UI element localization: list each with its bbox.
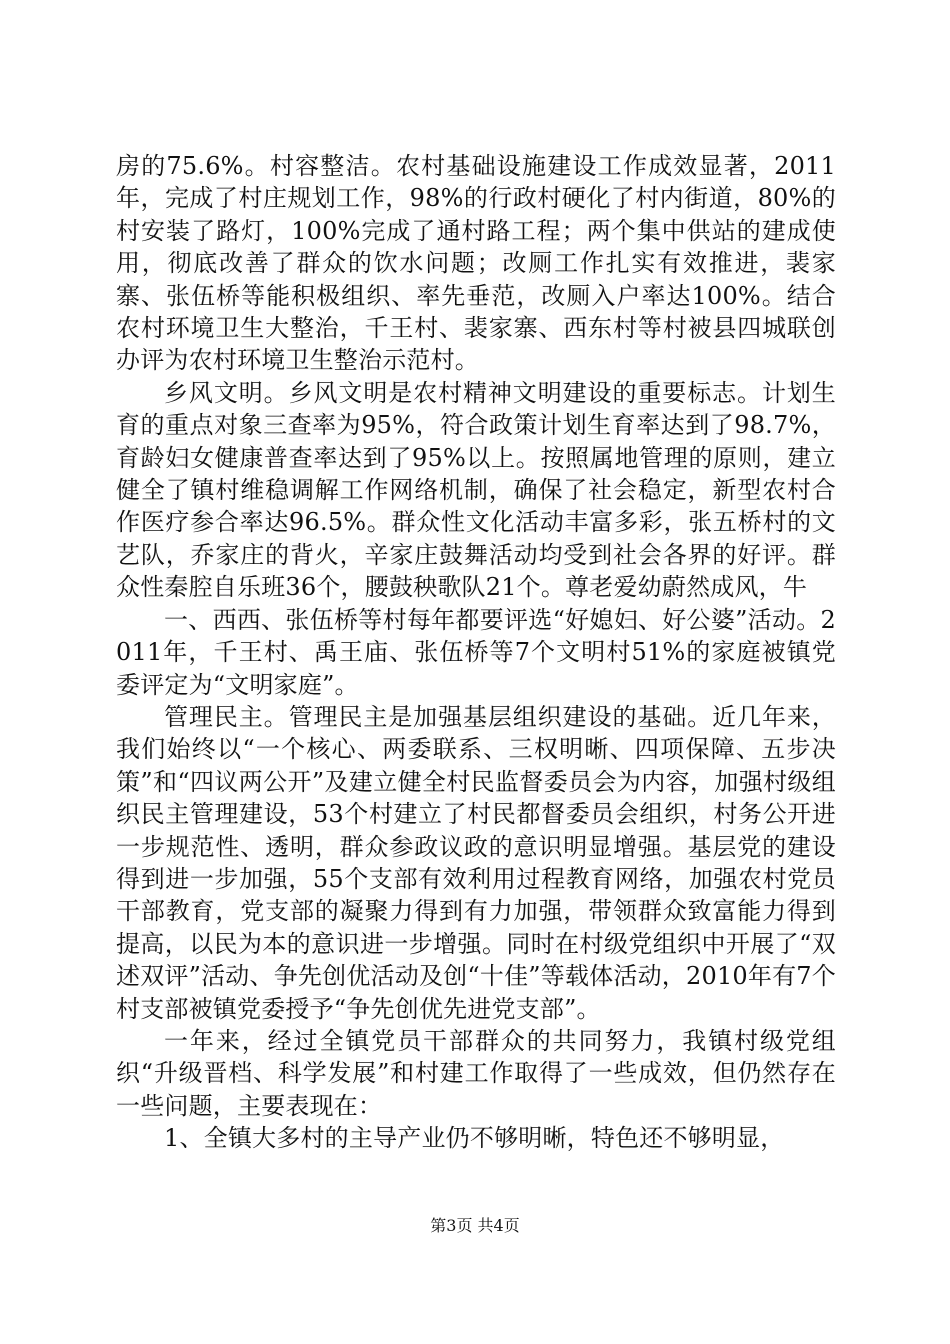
paragraph-year-summary: 一年来，经过全镇党员干部群众的共同努力，我镇村级党组织“升级晋档、科学发展”和村建工作取得了一些成效，但仍然存在一些问题，主要表现在： — [116, 1026, 836, 1120]
paragraph-village-appearance: 房的75.6%。村容整洁。农村基础设施建设工作成效显著，2011年，完成了村庄规划工作，98%的行政村硬化了村内街道，80%的村安装了路灯，100%完成了通村路工程；两个集中供站的建成使用，彻底改善了群众的饮水问题；改厕工作扎实有效推进，裴家寨、张伍桥等能积极组织、率先垂范，改厕入户率达100%。结合农村环境卫生大整治，千王村、裴家寨、西东村等村被县四城联创办评为农村环境卫生整治示范村。 — [116, 152, 836, 375]
paragraph-democratic-management: 管理民主。管理民主是加强基层组织建设的基础。近几年来，我们始终以“一个核心、两委联系、三权明晰、四项保障、五步决策”和“四议两公开”及建立健全村民监督委员会为内容，加强村级组织民主管理建设，53个村建立了村民都督委员会组织，村务公开进一步规范性、透明，群众参政议政的意识明显增强。基层党的建设得到进一步加强，55个支部有效利用过程教育网络，加强农村党员干部教育，党支部的凝聚力得到有力加强，带领群众致富能力得到提高，以民为本的意识进一步增强。同时在村级党组织中开展了“双述双评”活动、争先创优活动及创“十佳”等载体活动，2010年有7个村支部被镇党委授予“争先创优先进党支部”。 — [116, 702, 836, 1023]
paragraph-rural-civilization: 乡风文明。乡风文明是农村精神文明建设的重要标志。计划生育的重点对象三查率为95%，符合政策计划生育率达到了98.7%，育龄妇女健康普查率达到了95%以上。按照属地管理的原则，建立健全了镇村维稳调解工作网络机制，确保了社会稳定，新型农村合作医疗参合率达96.5%。群众性文化活动丰富多彩，张五桥村的文艺队，乔家庄的背火，辛家庄鼓舞活动均受到社会各界的好评。群众性秦腔自乐班36个，腰鼓秧歌队21个。尊老爱幼蔚然成风，牛 — [116, 378, 836, 602]
paragraph-problem-1: 1、全镇大多村的主导产业仍不够明晰，特色还不够明显， — [164, 1124, 785, 1153]
page-footer: 第3页 共4页 — [430, 1216, 520, 1235]
paragraph-civilized-families: 一、西西、张伍桥等村每年都要评选“好媳妇、好公婆”活动。2011年，千王村、禹王庙、张伍桥等7个文明村51%的家庭被镇党委评定为“文明家庭”。 — [116, 605, 836, 699]
document-body — [116, 150, 836, 1155]
